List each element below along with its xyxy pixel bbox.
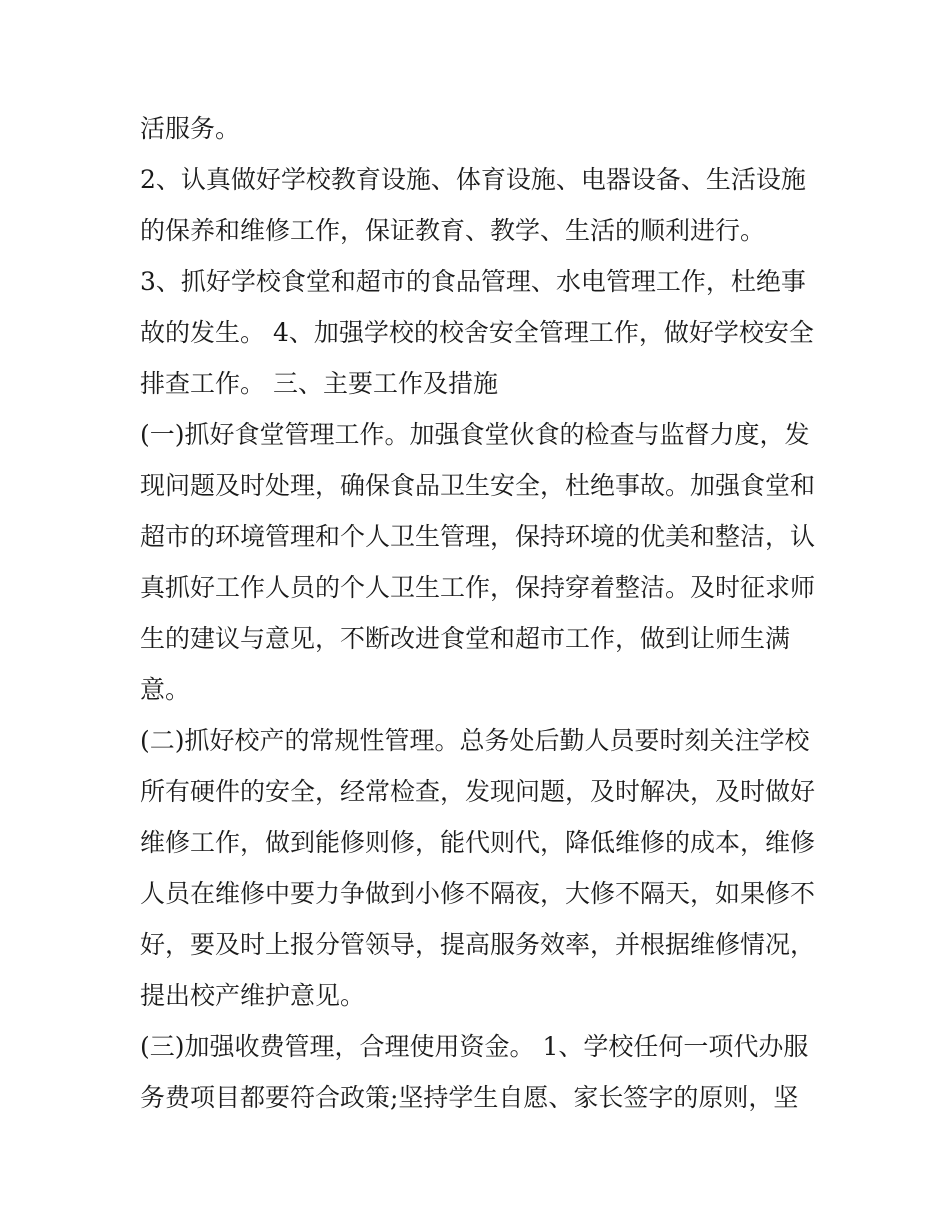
text-line: 好，要及时上报分管领导，提高服务效率，并根据维修情况，: [140, 930, 816, 959]
text-line: 的保养和维修工作，保证教育、教学、生活的顺利进行。: [140, 216, 766, 245]
text-line: 提出校产维护意见。: [140, 981, 366, 1010]
text-line: 人员在维修中要力争做到小修不隔夜，大修不隔天，如果修不: [140, 879, 816, 908]
text-line: 维修工作，做到能修则修，能代则代，降低维修的成本，维修: [140, 828, 816, 857]
document-body: [140, 103, 820, 1123]
text-line: (一)抓好食堂管理工作。加强食堂伙食的检查与监督力度，发: [140, 420, 810, 449]
text-line: 真抓好工作人员的个人卫生工作，保持穿着整洁。及时征求师: [140, 573, 816, 602]
text-line: 意。: [140, 675, 191, 704]
text-line: (三)加强收费管理，合理使用资金。 1、学校任何一项代办服: [140, 1032, 809, 1061]
text-line: 2、认真做好学校教育设施、体育设施、电器设备、生活设施: [140, 165, 806, 194]
text-line: 所有硬件的安全，经常检查，发现问题，及时解决，及时做好: [140, 777, 816, 806]
text-line: 排查工作。 三、主要工作及措施: [140, 369, 498, 398]
text-line: 务费项目都要符合政策;坚持学生自愿、家长签字的原则，坚: [140, 1083, 799, 1112]
text-line: (二)抓好校产的常规性管理。总务处后勤人员要时刻关注学校: [140, 726, 810, 755]
text-line: 活服务。: [140, 114, 241, 143]
text-line: 现问题及时处理，确保食品卫生安全，杜绝事故。加强食堂和: [140, 471, 816, 500]
text-line: 生的建议与意见，不断改进食堂和超市工作，做到让师生满: [140, 624, 791, 653]
text-line: 3、抓好学校食堂和超市的食品管理、水电管理工作，杜绝事: [140, 267, 806, 296]
text-line: 故的发生。 4、加强学校的校舍安全管理工作，做好学校安全: [140, 318, 814, 347]
text-line: 超市的环境管理和个人卫生管理，保持环境的优美和整洁，认: [140, 522, 816, 551]
